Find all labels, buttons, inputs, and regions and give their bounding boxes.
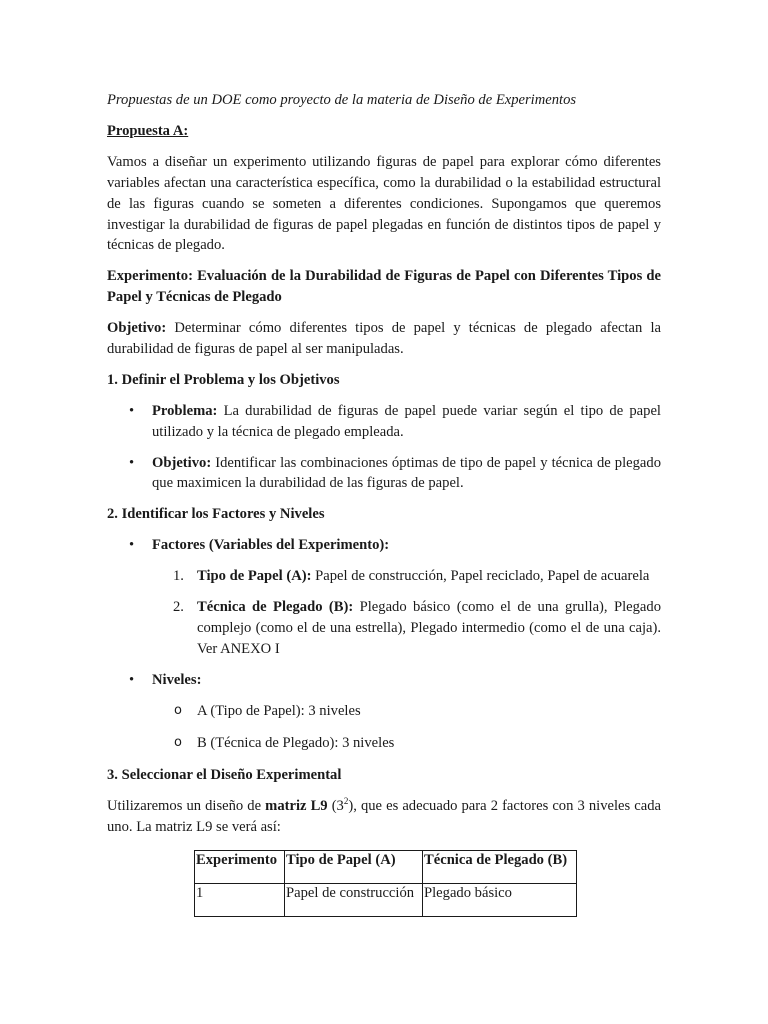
- design-paragraph: Utilizaremos un diseño de matriz L9 $(3^2)$, que es adecuado para 2 factores con 3 niveles cada uno. La matriz L9 se verá así:: [107, 796, 661, 835]
- bullet-objective: • Objetivo: Identificar las combinaciones óptimas de tipo de papel y técnica de plegado que maximicen la durabilidad de las figuras de papel.: [129, 454, 661, 492]
- document-body: [107, 90, 661, 917]
- table-header-row: [195, 850, 577, 883]
- table-cell: Papel de construcción: [285, 883, 423, 916]
- table-header: Tipo de Papel (A): [285, 850, 423, 883]
- bullet-factors: • Factores (Variables del Experimento):: [107, 535, 661, 556]
- factor-item-b: 2. Técnica de Plegado (B): Plegado básico (como el de una grulla), Plegado complejo (como el de una estrella), Plegado intermedio (como el de una caja). Ver ANEXO I: [173, 599, 661, 657]
- objective-paragraph: Objetivo: Determinar cómo diferentes tipos de papel y técnicas de plegado afectan la durabilidad de figuras de papel al ser manipuladas.: [107, 320, 661, 357]
- table-header: Experimento: [195, 850, 285, 883]
- bullet-icon: •: [129, 454, 135, 471]
- bullet-problem: • Problema: La durabilidad de figuras de papel puede variar según el tipo de papel utilizado y la técnica de plegado empleada.: [129, 402, 661, 440]
- table-row: [195, 883, 577, 916]
- section-3-heading: 3. Seleccionar el Diseño Experimental: [107, 766, 342, 783]
- table-header: Técnica de Plegado (B): [423, 850, 577, 883]
- bullet-icon: •: [129, 537, 135, 554]
- level-item-b: o B (Técnica de Plegado): 3 niveles: [107, 733, 661, 754]
- factor-item-a: 1. Tipo de Papel (A): Papel de construcción, Papel reciclado, Papel de acuarela: [173, 568, 650, 585]
- bullet-icon: •: [129, 671, 135, 688]
- bullet-icon: •: [129, 402, 135, 419]
- bullet-levels: • Niveles:: [107, 670, 661, 691]
- experiment-title: Experimento: Evaluación de la Durabilidad de Figuras de Papel con Diferentes Tipos de Papel y Técnicas de Plegado: [107, 268, 661, 306]
- proposal-heading: Propuesta A:: [107, 123, 189, 140]
- document-title: Propuestas de un DOE como proyecto de la materia de Diseño de Experimentos: [107, 92, 577, 108]
- section-1-heading: 1. Definir el Problema y los Objetivos: [107, 371, 340, 388]
- l9-matrix-table: [194, 850, 577, 917]
- intro-paragraph: Vamos a diseñar un experimento utilizando figuras de papel para explorar cómo diferentes variables afectan una característica específica, como la durabilidad o la estabilidad estructural de las figuras cuando se someten a diferentes condiciones. Supongamos que queremos investigar la durabilidad de figuras de papel plegadas en función de distintos tipos de papel y técnicas de plegado.: [107, 154, 661, 254]
- section-2-heading: 2. Identificar los Factores y Niveles: [107, 506, 325, 523]
- circle-bullet-icon: o: [174, 734, 182, 750]
- table-cell: Plegado básico: [423, 883, 577, 916]
- level-item-a: o A (Tipo de Papel): 3 niveles: [107, 701, 661, 722]
- table-cell: 1: [195, 883, 285, 916]
- circle-bullet-icon: o: [174, 702, 182, 718]
